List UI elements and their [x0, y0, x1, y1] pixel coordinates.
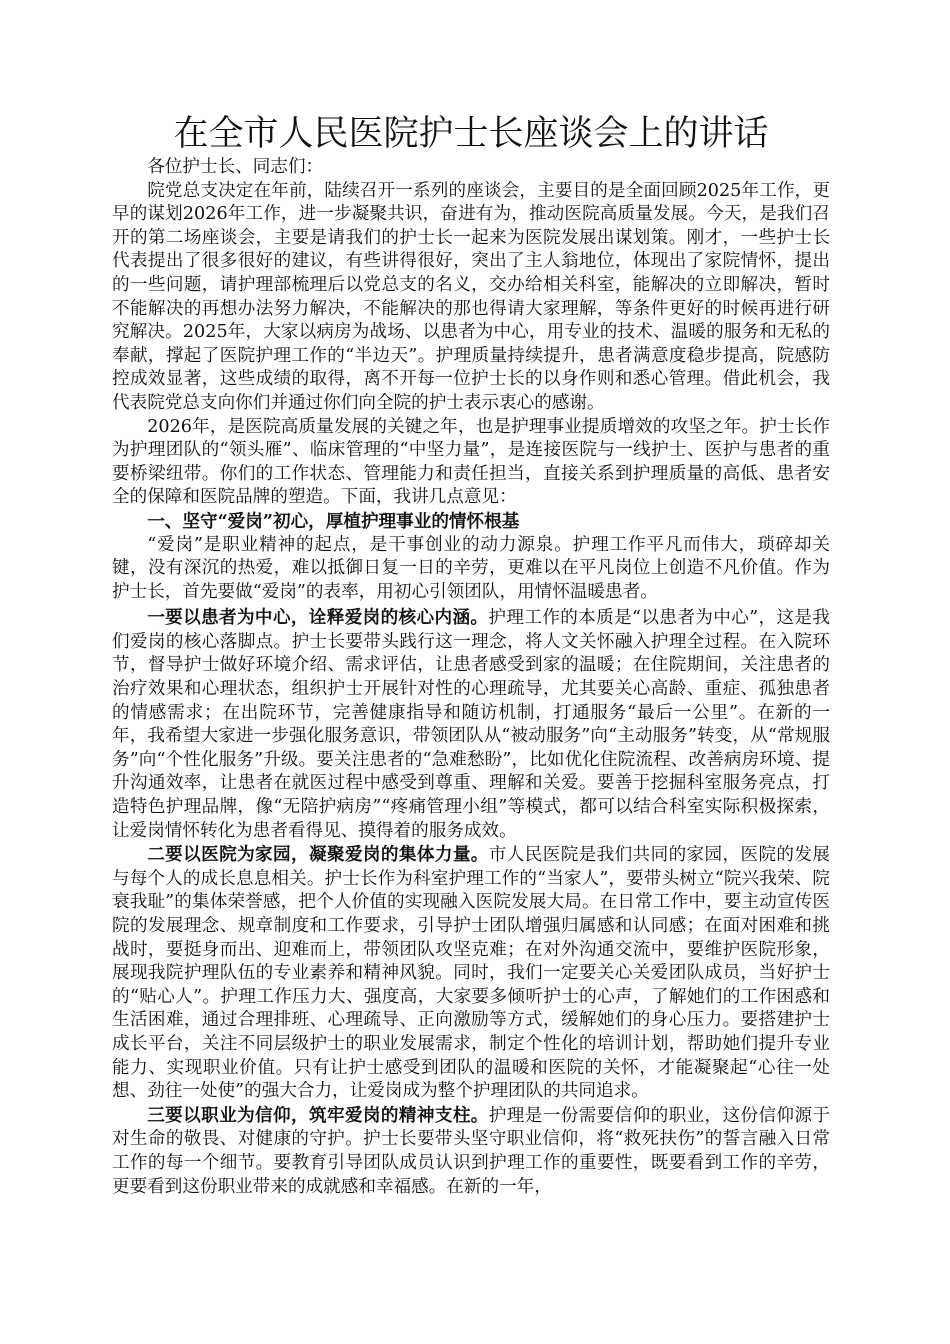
paragraph-text: 护理是一份需要信仰的职业，这份信仰源于对生命的敬畏、对健康的守护。护士长要带头坚守职业信仰，将“救死扶伤”的誓言融入日常工作的每一个细节。要教育引导团队成员认识到护理工作的重要性，既要看到工作的辛劳，更要看到这份职业带来的成就感和幸福感。在新的一年， [112, 1105, 830, 1197]
section-heading-1: 一、坚守“爱岗”初心，厚植护理事业的情怀根基 [147, 510, 520, 532]
document-title: 在全市人民医院护士长座谈会上的讲话 [173, 114, 769, 154]
paragraph-point-1 [112, 606, 830, 843]
paragraph-text: 院党总支决定在年前，陆续召开一系列的座谈会，主要目的是全面回顾2025年工作，更早的谋划2026年工作，进一步凝聚共识，奋进有为，推动医院高质量发展。今天，是我们召开的第二场座谈会，主要是请我们的护士长一起来为医院发展出谋划策。刚才，一些护士长代表提出了很多很好的建议，有些讲得很好，突出了主人翁地位，体现出了家院情怀，提出的一些问题，请护理部梳理后以党总支的名义，交办给相关科室，能解决的立即解决，暂时不能解决的再想办法努力解决，不能解决的那也得请大家理解，等条件更好的时候再进行研究解决。2025年，大家以病房为战场、以患者为中心，用专业的技术、温暖的服务和无私的奉献，撑起了医院护理工作的“半边天”。护理质量持续提升，患者满意度稳步提高，院感防控成效显著，这些成绩的取得，离不开每一位护士长的以身作则和悉心管理。借此机会，我代表院党总支向你们并通过你们向全院的护士表示衷心的感谢。 [112, 180, 830, 413]
paragraph-section-1-intro [112, 534, 830, 605]
paragraph-text: 市人民医院是我们共同的家园，医院的发展与每个人的成长息息相关。护士长作为科室护理工作的“当家人”，要带头树立“院兴我荣、院衰我耻”的集体荣誉感，把个人价值的实现融入医院发展大局。在日常工作中，要主动宣传医院的发展理念、规章制度和工作要求，引导护士团队增强归属感和认同感；在面对困难和挑战时，要挺身而出、迎难而上，带领团队攻坚克难；在对外沟通交流中，要维护医院形象，展现我院护理队伍的专业素养和精神风貌。同时，我们一定要关心关爱团队成员，当好护士的“贴心人”。护理工作压力大、强度高，大家要多倾听护士的心声，了解她们的工作困惑和生活困难，通过合理排班、心理疏导、正向激励等方式，缓解她们的身心压力。要搭建护士成长平台，关注不同层级护士的职业发展需求，制定个性化的培训计划，帮助她们提升专业能力、实现职业价值。只有让护士感受到团队的温暖和医院的关怀，才能凝聚起“心往一处想、劲往一处使”的强大合力，让爱岗成为整个护理团队的共同追求。 [112, 845, 830, 1102]
paragraph-lead: 三要以职业为信仰，筑牢爱岗的精神支柱。 [147, 1104, 489, 1126]
paragraph-point-2 [112, 843, 830, 1104]
document-page [112, 112, 830, 1199]
paragraph-lead: 一要以患者为中心，诠释爱岗的核心内涵。 [147, 607, 489, 629]
paragraph-overview [112, 416, 830, 510]
paragraph-text: 2026年，是医院高质量发展的关键之年，也是护理事业提质增效的攻坚之年。护士长作为护理团队的“领头雁”、临床管理的“中坚力量”，是连接医院与一线护士、医护与患者的重要桥梁纽带。你们的工作状态、管理能力和责任担当，直接关系到护理质量的高低、患者安全的保障和医院品牌的塑造。下面，我讲几点意见： [112, 416, 830, 508]
paragraph-intro [112, 180, 830, 416]
paragraph-text: “爱岗”是职业精神的起点，是干事创业的动力源泉。护理工作平凡而伟大，琐碎却关键，没有深沉的热爱，难以抵御日复一日的辛劳，更难以在平凡岗位上创造不凡价值。作为护士长，首先要做“爱岗”的表率，用初心引领团队，用情怀温暖患者。 [112, 534, 830, 602]
paragraph-text: 护理工作的本质是“以患者为中心”，这是我们爱岗的核心落脚点。护士长要带头践行这一理念，将人文关怀融入护理全过程。在入院环节，督导护士做好环境介绍、需求评估，让患者感受到家的温暖；在住院期间，关注患者的治疗效果和心理状态，组织护士开展针对性的心理疏导，尤其要关心高龄、重症、孤独患者的情感需求；在出院环节，完善健康指导和随访机制，打通服务“最后一公里”。在新的一年，我希望大家进一步强化服务意识，带领团队从“被动服务”向“主动服务”转变，从“常规服务”向“个性化服务”升级。要关注患者的“急难愁盼”，比如优化住院流程、改善病房环境、提升沟通效率，让患者在就医过程中感受到尊重、理解和关爱。要善于挖掘科室服务亮点，打造特色护理品牌，像“无陪护病房”“疼痛管理小组”等模式，都可以结合科室实际积极探索，让爱岗情怀转化为患者看得见、摸得着的服务成效。 [112, 608, 830, 841]
paragraph-lead: 二要以医院为家园，凝聚爱岗的集体力量。 [147, 844, 489, 866]
paragraph-point-3 [112, 1104, 830, 1199]
salutation: 各位护士长、同志们： [147, 157, 324, 177]
